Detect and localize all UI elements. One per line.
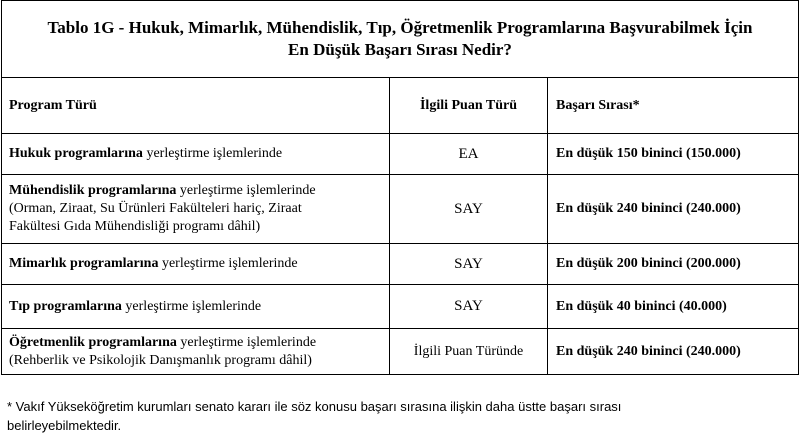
program-cell: [2, 329, 390, 375]
table-row: [2, 329, 799, 375]
rank-cell: En düşük 40 bininci (40.000): [548, 285, 799, 329]
table-row: [2, 175, 799, 244]
table-title-row: [2, 1, 799, 78]
table-title-line-2: En Düşük Başarı Sırası Nedir?: [288, 40, 512, 59]
footnote-line-1: * Vakıf Yükseköğretim kurumları senato kararı ile söz konusu başarı sırasına ilişkin daha üstte başarı sırası: [7, 399, 622, 414]
ranking-table: [1, 0, 799, 375]
score-type-cell: EA: [390, 134, 548, 175]
table-header-row: [2, 78, 799, 134]
score-type-cell: SAY: [390, 175, 548, 244]
program-name: Mühendislik programlarına: [9, 183, 177, 198]
score-type-cell: SAY: [390, 285, 548, 329]
program-note: Fakültesi Gıda Mühendisliği programı dâhil): [9, 219, 261, 234]
rank-cell: En düşük 240 bininci (240.000): [548, 175, 799, 244]
program-cell: [2, 175, 390, 244]
program-desc: yerleştirme işlemlerinde: [146, 146, 283, 161]
rank-cell: En düşük 150 bininci (150.000): [548, 134, 799, 175]
score-type-cell: İlgili Puan Türünde: [390, 329, 548, 375]
table-row: [2, 244, 799, 285]
program-name: Tıp programlarına: [9, 298, 122, 314]
program-desc: yerleştirme işlemlerinde: [180, 334, 317, 350]
table-row: [2, 134, 799, 175]
program-name: Mimarlık programlarına: [9, 256, 159, 271]
program-cell: [2, 244, 390, 285]
header-program-type: Program Türü: [2, 78, 390, 134]
header-rank: Başarı Sırası*: [548, 78, 799, 134]
header-score-type: İlgili Puan Türü: [390, 78, 548, 134]
program-cell: [2, 285, 390, 329]
program-desc: yerleştirme işlemlerinde: [125, 298, 262, 314]
program-name: Hukuk programlarına: [9, 146, 143, 161]
program-cell: [2, 134, 390, 175]
program-note: (Rehberlik ve Psikolojik Danışmanlık programı dâhil): [9, 352, 312, 368]
rank-cell: En düşük 240 bininci (240.000): [548, 329, 799, 375]
table-title: [2, 1, 799, 78]
program-note: (Orman, Ziraat, Su Ürünleri Fakülteleri hariç, Ziraat: [9, 201, 302, 216]
footnote-line-2: belirleyebilmektedir.: [7, 418, 122, 433]
table-row: [2, 285, 799, 329]
program-name: Öğretmenlik programlarına: [9, 334, 177, 350]
program-desc: yerleştirme işlemlerinde: [179, 183, 316, 198]
footnote: [7, 397, 707, 435]
score-type-cell: SAY: [390, 244, 548, 285]
rank-cell: En düşük 200 bininci (200.000): [548, 244, 799, 285]
program-desc: yerleştirme işlemlerinde: [161, 256, 298, 271]
table-title-line-1: Tablo 1G - Hukuk, Mimarlık, Mühendislik, Tıp, Öğretmenlik Programlarına Başvurabilmek İçin: [47, 18, 753, 37]
